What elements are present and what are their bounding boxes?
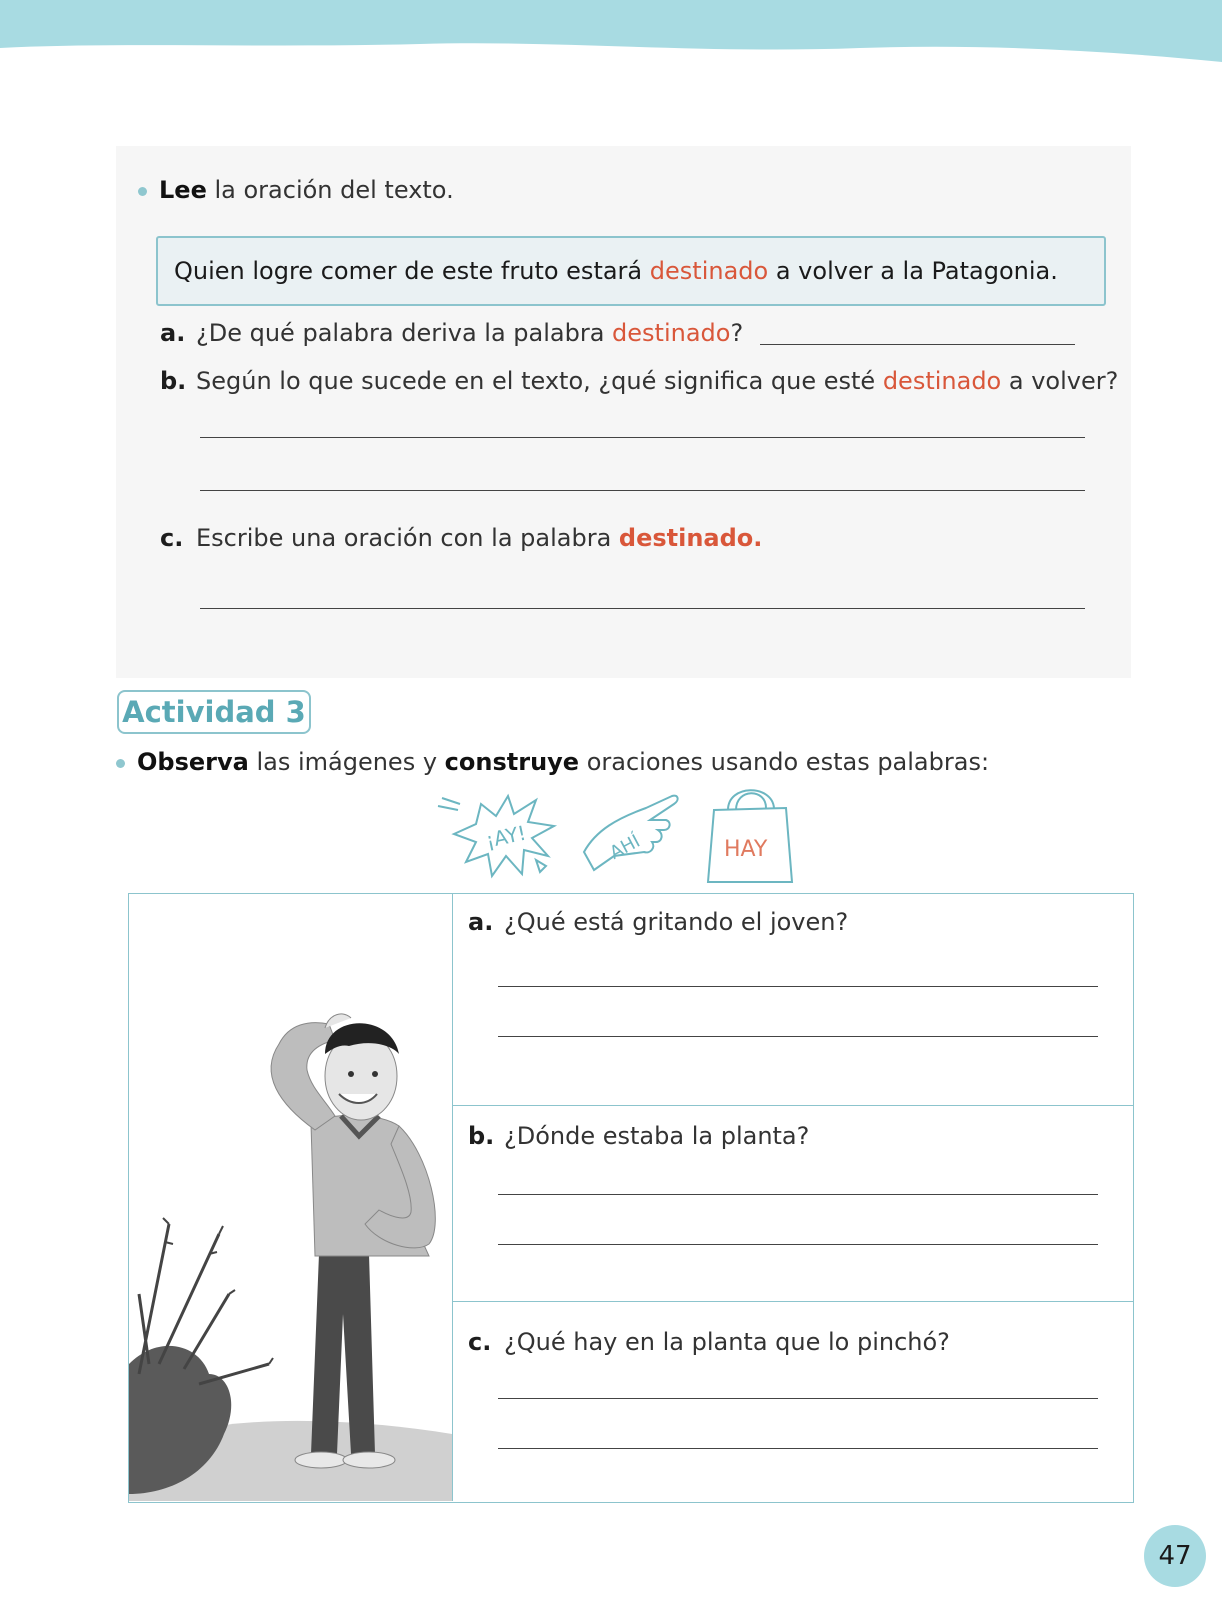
- top-wave-banner: [0, 0, 1222, 70]
- answer-line-b2[interactable]: [200, 490, 1085, 491]
- answer-line-a[interactable]: [760, 344, 1075, 345]
- question-b: b. Según lo que sucede en el texto, ¿qué significa que esté destinado a volver?: [160, 367, 1119, 395]
- shopping-bag-icon: [708, 790, 792, 882]
- word-icons: [436, 786, 816, 886]
- bullet-icon: [138, 187, 147, 196]
- question-a: a. ¿De qué palabra deriva la palabra destinado?: [160, 319, 744, 347]
- question-c: c. Escribe una oración con la palabra destinado.: [160, 524, 763, 552]
- activity-title: Actividad 3: [117, 690, 311, 734]
- table-answer-line-b2[interactable]: [498, 1244, 1098, 1245]
- boy-plant-illustration: [129, 894, 452, 1501]
- exclamation-burst-icon: [438, 796, 554, 876]
- table-answer-line-a1[interactable]: [498, 986, 1098, 987]
- question-cell-c: [452, 1301, 1134, 1502]
- boy-scratching-head-illustration: [129, 894, 453, 1501]
- page-number: 47: [1144, 1525, 1206, 1587]
- table-answer-line-c2[interactable]: [498, 1448, 1098, 1449]
- bullet-icon: [116, 759, 125, 768]
- intro-instruction: Lee la oración del texto.: [138, 176, 454, 204]
- question-cell-a: [452, 894, 1134, 1105]
- table-answer-line-c1[interactable]: [498, 1398, 1098, 1399]
- table-question-a: a. ¿Qué está gritando el joven?: [468, 908, 849, 936]
- question-cell-b: [452, 1105, 1134, 1302]
- table-question-b: b. ¿Dónde estaba la planta?: [468, 1122, 810, 1150]
- answer-line-b1[interactable]: [200, 437, 1085, 438]
- activity-instruction: Observa las imágenes y construye oraciones usando estas palabras:: [116, 748, 989, 776]
- svg-text:HAY: HAY: [724, 837, 768, 862]
- table-answer-line-b1[interactable]: [498, 1194, 1098, 1195]
- exercise-panel: [116, 146, 1131, 678]
- table-question-c: c. ¿Qué hay en la planta que lo pinchó?: [468, 1328, 950, 1356]
- answer-line-c[interactable]: [200, 608, 1085, 609]
- activity-table: [128, 893, 1134, 1503]
- highlighted-word: destinado: [649, 257, 769, 285]
- table-answer-line-a2[interactable]: [498, 1036, 1098, 1037]
- svg-text:AHÍ: AHÍ: [606, 830, 644, 864]
- svg-text:¡AY!: ¡AY!: [483, 820, 529, 853]
- quote-sentence-box: Quien logre comer de este fruto estará destinado a volver a la Patagonia.: [156, 236, 1106, 306]
- pointing-hand-icon: [584, 796, 678, 870]
